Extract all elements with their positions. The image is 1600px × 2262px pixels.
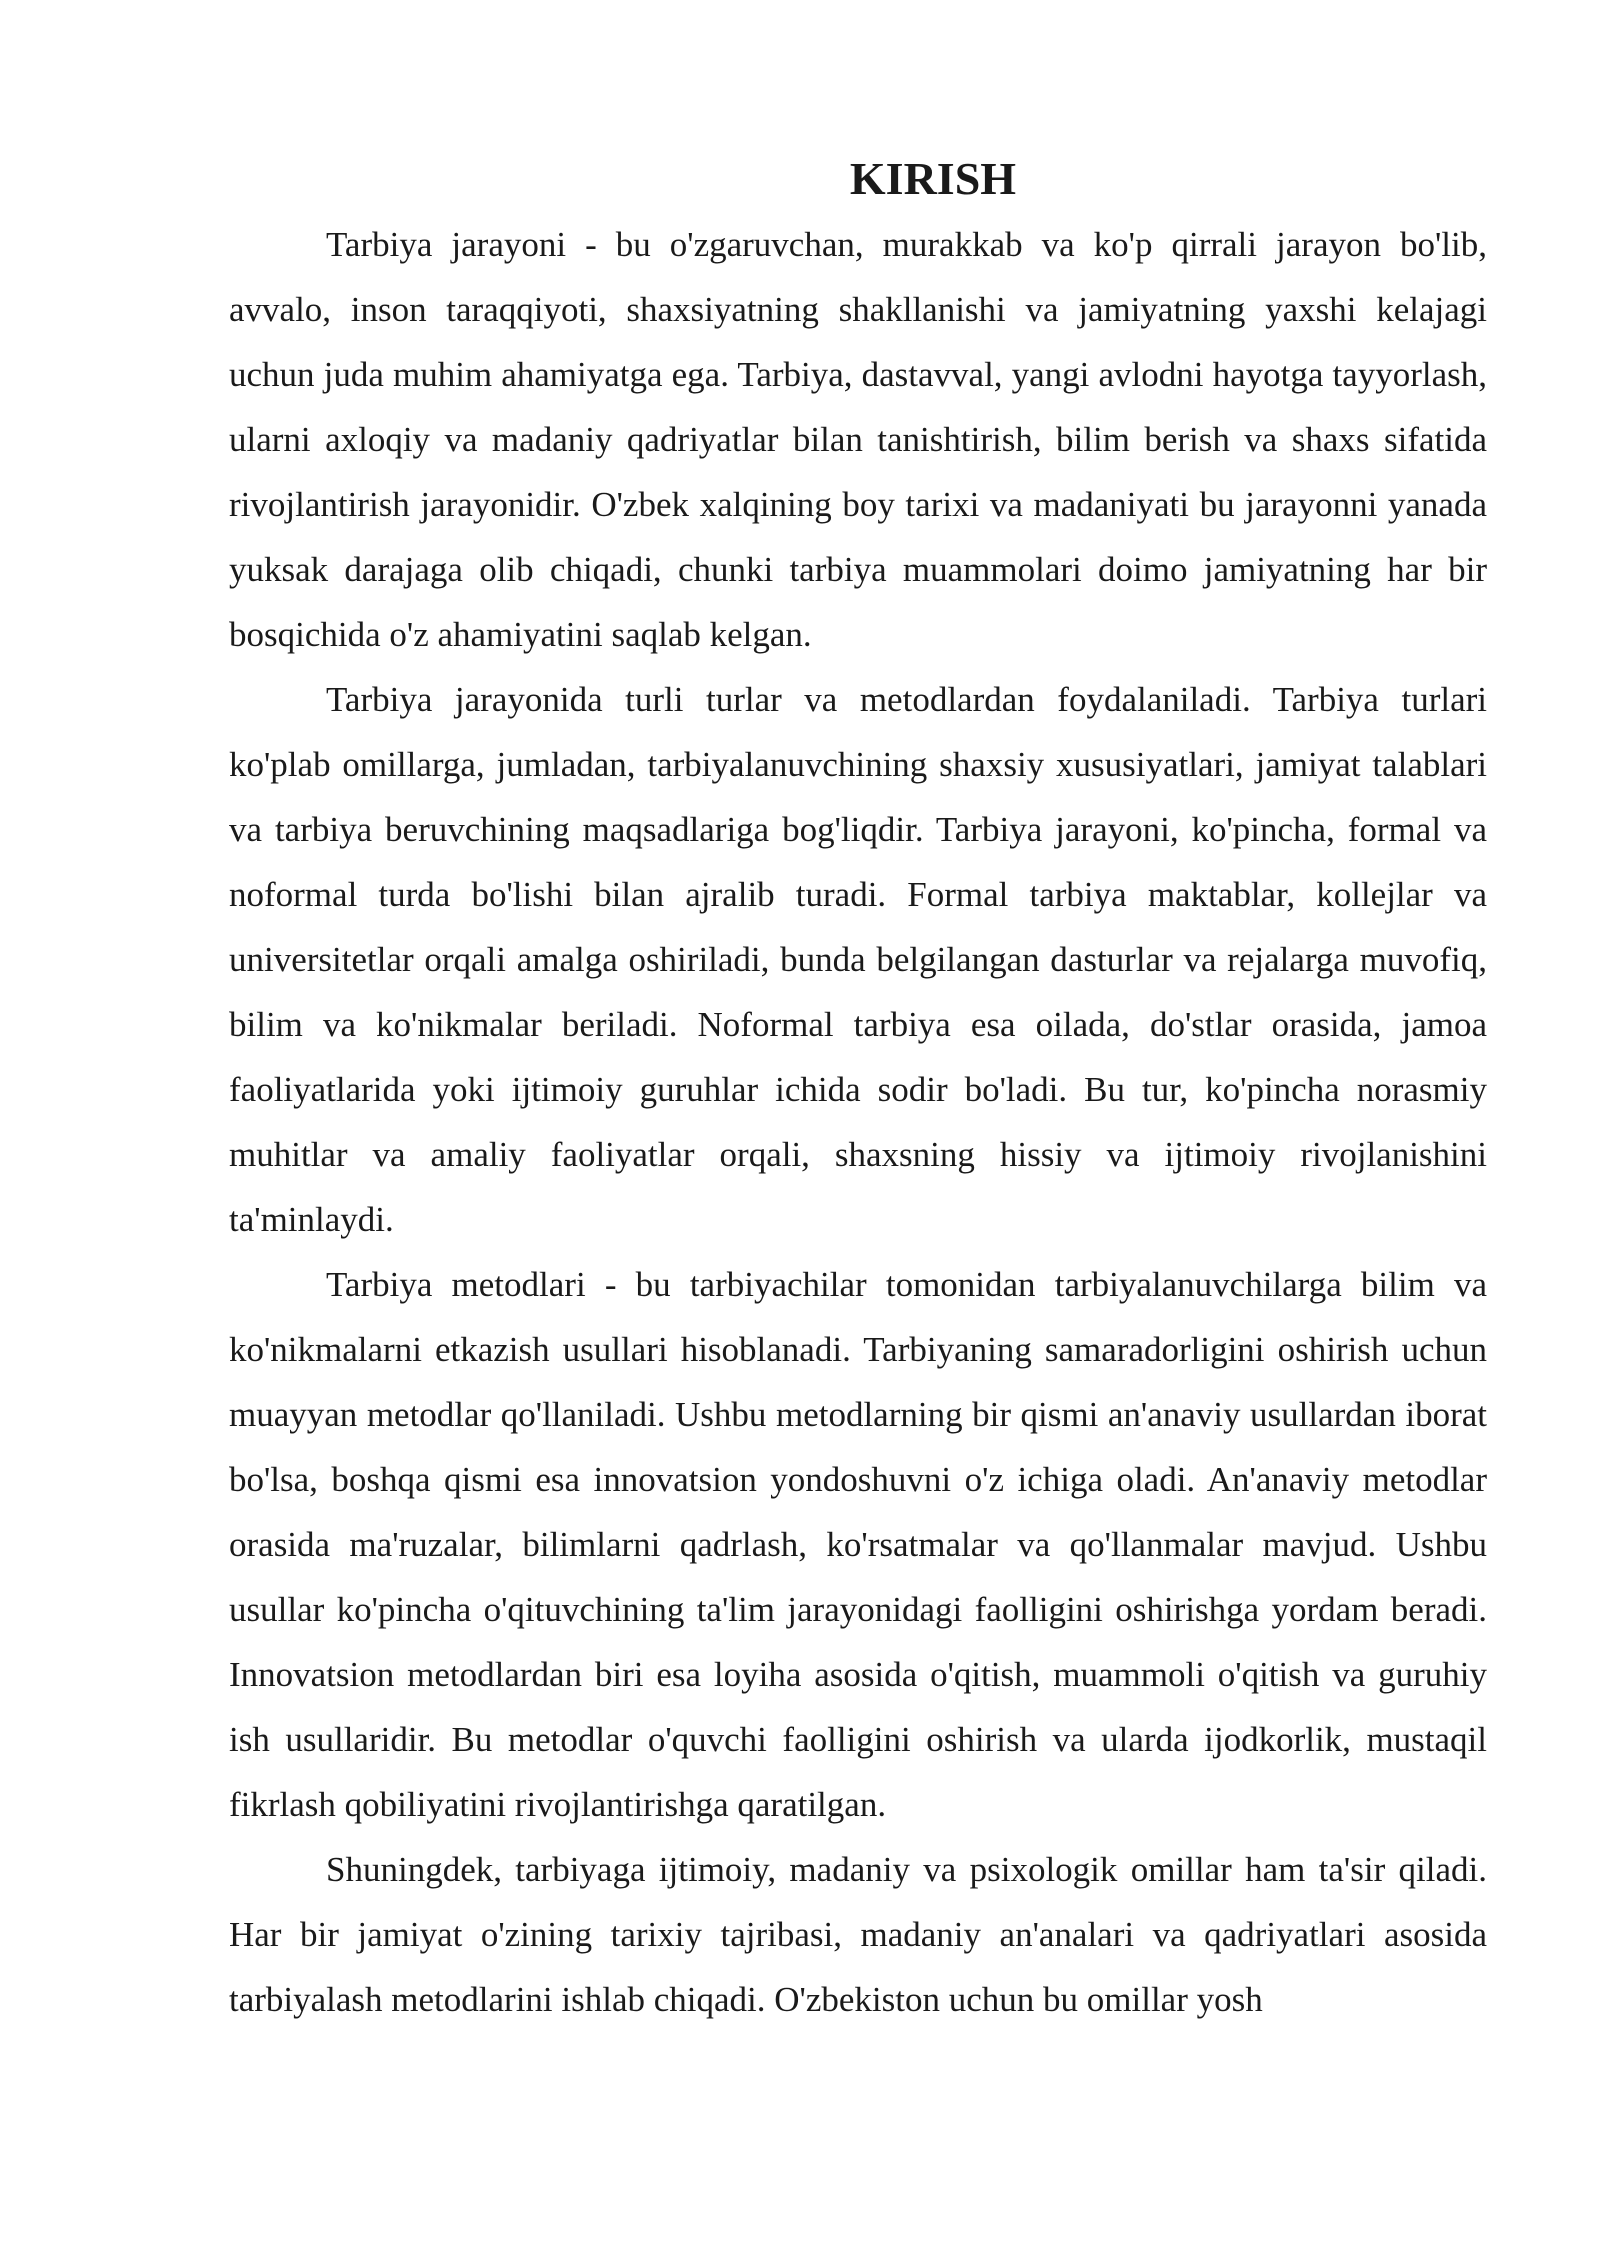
paragraph-2: Tarbiya jarayonida turli turlar va metodlardan foydalaniladi. Tarbiya turlari ko'plab omillarga, jumladan, tarbiyalanuvchining shaxsiy xususiyatlari, jamiyat talablari va tarbiya beruvchining maqsadlariga bog'liqdir. Tarbiya jarayoni, ko'pincha, formal va noformal turda bo'lishi bilan ajralib turadi. Formal tarbiya maktablar, kollejlar va universitetlar orqali amalga oshiriladi, bunda belgilangan dasturlar va rejalarga muvofiq, bilim va ko'nikmalar beriladi. Noformal tarbiya esa oilada, do'stlar orasida, jamoa faoliyatlarida yoki ijtimoiy guruhlar ichida sodir bo'ladi. Bu tur, ko'pincha norasmiy muhitlar va amaliy faoliyatlar orqali, shaxsning hissiy va ijtimoiy rivojlanishini ta'minlaydi. <box>229 680 1487 1239</box>
paragraph-4: Shuningdek, tarbiyaga ijtimoiy, madaniy va psixologik omillar ham ta'sir qiladi. Har bir jamiyat o'zining tarixiy tajribasi, madaniy an'analari va qadriyatlari asosida tarbiyalash metodlarini ishlab chiqadi. O'zbekiston uchun bu omillar yosh <box>229 1850 1487 2019</box>
document-body <box>229 150 1487 2032</box>
paragraph-1: Tarbiya jarayoni - bu o'zgaruvchan, murakkab va ko'p qirrali jarayon bo'lib, avvalo, inson taraqqiyoti, shaxsiyatning shakllanishi va jamiyatning yaxshi kelajagi uchun juda muhim ahamiyatga ega. Tarbiya, dastavval, yangi avlodni hayotga tayyorlash, ularni axloqiy va madaniy qadriyatlar bilan tanishtirish, bilim berish va shaxs sifatida rivojlantirish jarayonidir. O'zbek xalqining boy tarixi va madaniyati bu jarayonni yanada yuksak darajaga olib chiqadi, chunki tarbiya muammolari doimo jamiyatning har bir bosqichida o'z ahamiyatini saqlab kelgan. <box>229 225 1487 654</box>
page-title: KIRISH <box>849 153 1017 204</box>
paragraph-3: Tarbiya metodlari - bu tarbiyachilar tomonidan tarbiyalanuvchilarga bilim va ko'nikmalarni etkazish usullari hisoblanadi. Tarbiyaning samaradorligini oshirish uchun muayyan metodlar qo'llaniladi. Ushbu metodlarning bir qismi an'anaviy usullardan iborat bo'lsa, boshqa qismi esa innovatsion yondoshuvni o'z ichiga oladi. An'anaviy metodlar orasida ma'ruzalar, bilimlarni qadrlash, ko'rsatmalar va qo'llanmalar mavjud. Ushbu usullar ko'pincha o'qituvchining ta'lim jarayonidagi faolligini oshirishga yordam beradi. Innovatsion metodlardan biri esa loyiha asosida o'qitish, muammoli o'qitish va guruhiy ish usullaridir. Bu metodlar o'quvchi faolligini oshirish va ularda ijodkorlik, mustaqil fikrlash qobiliyatini rivojlantirishga qaratilgan. <box>229 1265 1487 1824</box>
